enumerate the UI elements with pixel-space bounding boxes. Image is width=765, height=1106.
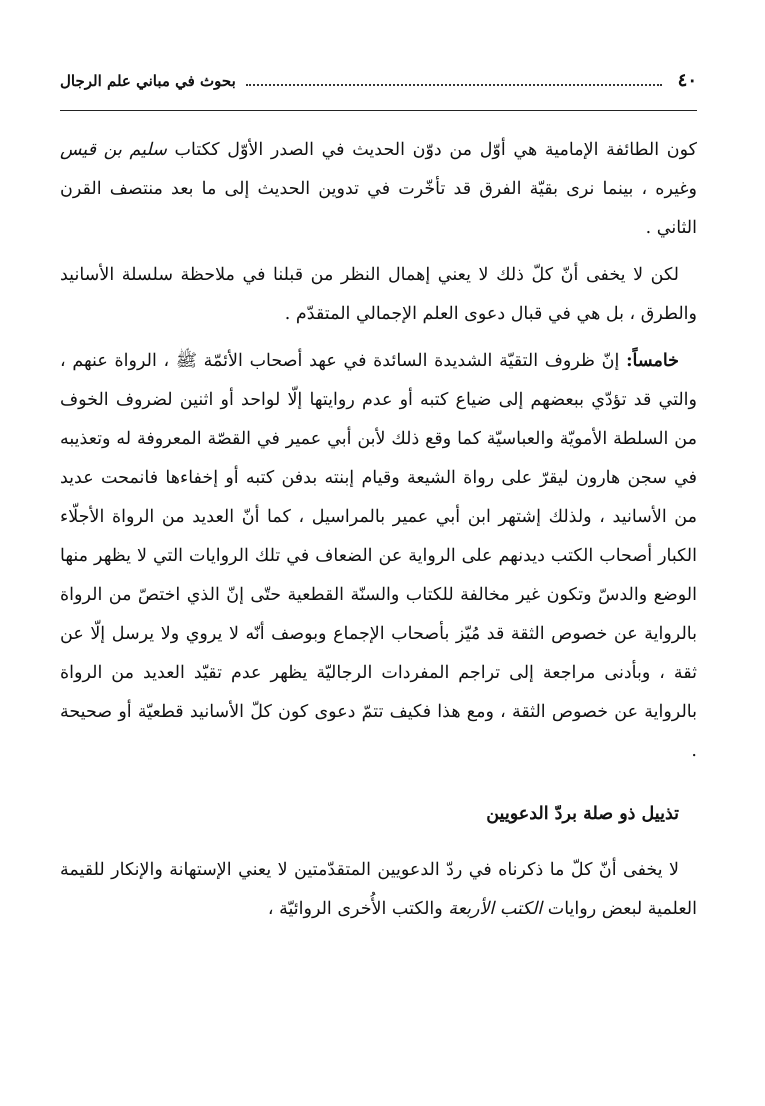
running-title: بحوث في مباني علم الرجال (60, 72, 236, 90)
section-paragraph (60, 851, 697, 929)
section-paragraph-text-before: لا يخفى أنّ كلّ ما ذكرناه في ردّ الدعويين المتقدّمتين لا يعني الإستهانة والإنكار للقيمة العلمية لبعض روايات (60, 860, 697, 919)
section-paragraph-text-after: والكتب الأُخرى الروائيّة ، (267, 899, 449, 919)
paragraph-1-text-after: وغيره ، بينما نرى بقيّة الفرق قد تأخّرت في تدوين الحديث إلى ما بعد منتصف القرن الثاني . (60, 179, 697, 238)
book-title-emphasis: سليم بن قيس (60, 140, 167, 160)
paragraph-1 (60, 131, 697, 248)
paragraph-3-text: إنّ ظروف التقيّة الشديدة السائدة في عهد أصحاب الأئمّة ﷺ ، الرواة عنهم ، والتي قد تؤدّي ببعضهم إلى ضياع كتبه أو عدم روايتها إلّا لواحد أو اثنين لضروف الخوف من السلطة الأمويّة والعباسيّة كما وقع ذلك لأبن أبي عمير في القصّة المعروفة له وتعذيبه في سجن هارون ليقرّ على رواة الشيعة وقيام إبنته بدفن كتبه أو إخفاءها فانمحت عديد من الأسانيد ، ولذلك إشتهر ابن أبي عمير بالمراسيل ، كما أنّ العديد من الرواة الأجلّاء الكبار أصحاب الكتب ديدنهم على الرواية عن الضعاف في تلك الروايات التي لا يظهر منها الوضع والدسّ وتكون غير مخالفة للكتاب والسنّة القطعية حتّى إنّ الذي اختصّ من الرواة بالرواية عن خصوص الثقة قد مُيّز بأصحاب الإجماع وبوصف أنّه لا يروي ولا يرسل إلّا عن ثقة ، وبأدنى مراجعة إلى تراجم المفردات الرجاليّة يظهر عدم تقيّد العديد من الرواة بالرواية عن خصوص الثقة ، ومع هذا فكيف تتمّ دعوى كون كلّ الأسانيد قطعيّة أو صحيحة . (60, 351, 697, 761)
header-dot-leader (246, 83, 662, 86)
paragraph-2-text: لكن لا يخفى أنّ كلّ ذلك لا يعني إهمال النظر من قبلنا في ملاحظة سلسلة الأسانيد والطرق ، بل هي في قبال دعوى العلم الإجمالي المتقدّم . (60, 265, 697, 324)
paragraph-2 (60, 256, 697, 334)
paragraph-1-text-before: كون الطائفة الإمامية هي أوّل من دوّن الحديث في الصدر الأوّل ككتاب (166, 140, 697, 160)
point-five-lead: خامساً: (626, 351, 679, 371)
page-number: ٤٠ (677, 70, 697, 91)
running-header (60, 70, 697, 111)
four-books-emphasis: الكتب الأربعة (448, 899, 543, 919)
paragraph-3 (60, 342, 697, 771)
section-heading: تذييل ذو صلة بردّ الدعويين (486, 804, 679, 824)
